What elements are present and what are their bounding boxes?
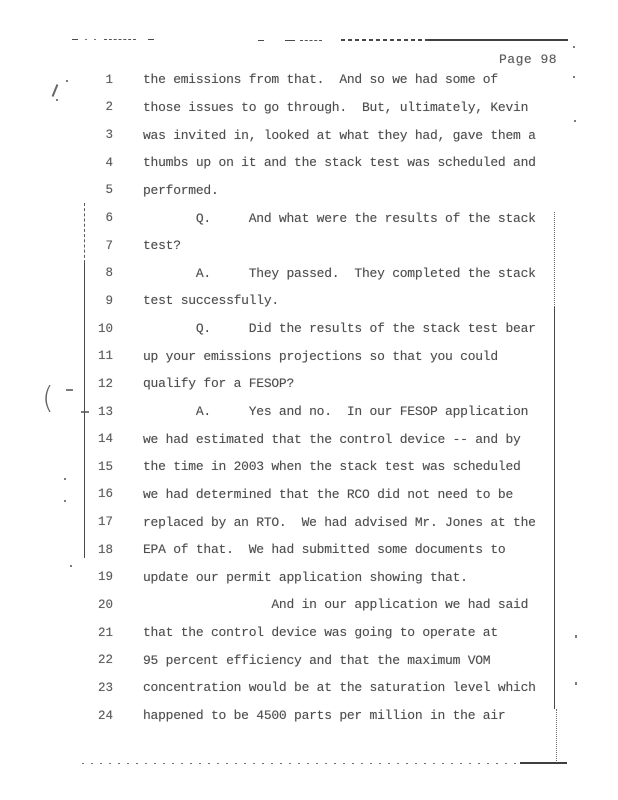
line-number: 18 [97, 542, 113, 557]
line-text: those issues to go through. But, ultimately, Kevin [143, 99, 529, 115]
transcript-line [97, 481, 567, 509]
transcript-line [97, 619, 567, 647]
line-text: A. Yes and no. In our FESOP application [143, 404, 529, 419]
transcript-line [97, 702, 567, 730]
transcript-line [97, 508, 567, 536]
scan-speck [70, 565, 72, 567]
line-text: test successfully. [143, 293, 279, 309]
transcript-line [97, 287, 567, 315]
line-text: EPA of that. We had submitted some documents to [143, 542, 506, 558]
line-text: happened to be 4500 parts per million in the air [143, 708, 506, 724]
line-number: 9 [105, 293, 113, 308]
transcript-line [97, 453, 567, 481]
scan-speck [575, 682, 577, 685]
line-text: we had estimated that the control device -- and by [143, 431, 521, 447]
line-number: 1 [105, 72, 113, 87]
line-text: thumbs up on it and the stack test was scheduled and [143, 155, 536, 171]
line-text: that the control device was going to operate at [143, 625, 498, 641]
transcript-line [97, 536, 567, 564]
scan-speck [575, 635, 577, 638]
handwritten-paren-mark: ( [42, 381, 54, 416]
line-text: the emissions from that. And so we had some of [143, 72, 498, 88]
bottom-rule-segment [520, 762, 567, 764]
top-rule-segment [148, 39, 154, 40]
transcript-line [97, 315, 567, 343]
line-text: 95 percent efficiency and that the maximum VOM [143, 652, 491, 668]
line-text: replaced by an RTO. We had advised Mr. Jones at the [143, 514, 536, 530]
transcript-line [97, 149, 567, 177]
top-rule-segment [300, 40, 322, 41]
line-number: 8 [105, 266, 113, 281]
line-number: 15 [97, 459, 113, 474]
line-text: we had determined that the RCO did not need to be [143, 486, 514, 502]
transcript-line [97, 259, 567, 287]
scan-speck [573, 46, 575, 48]
transcript-line [97, 564, 567, 592]
line-number: 24 [97, 708, 113, 723]
line-text: concentration would be at the saturation level which [143, 680, 536, 696]
top-rule-segment [72, 39, 78, 40]
transcript-line [97, 121, 567, 149]
line-text: up your emissions projections so that you could [143, 348, 498, 364]
line-text: the time in 2003 when the stack test was scheduled [143, 459, 521, 475]
transcript-lines [97, 66, 567, 729]
top-rule-segment [429, 39, 568, 41]
line-number: 17 [97, 515, 113, 530]
line-number: 13 [97, 404, 113, 419]
transcript-line [97, 674, 567, 702]
line-number: 16 [97, 487, 113, 502]
line-text: A. They passed. They completed the stack [143, 265, 536, 281]
transcript-line [97, 398, 567, 426]
transcript-line [97, 370, 567, 398]
line-number: 5 [105, 183, 113, 198]
scan-speck [573, 76, 575, 78]
handwritten-dash-mark [81, 411, 89, 413]
handwritten-dash-mark [66, 389, 73, 391]
transcript-line [97, 66, 567, 94]
page-number: Page 98 [499, 52, 558, 67]
line-text: And in our application we had said [143, 597, 529, 613]
transcript-line [97, 177, 567, 205]
left-border-line-dashed [84, 203, 85, 263]
transcript-line [97, 646, 567, 674]
top-rule-segment [341, 39, 429, 41]
line-text: Q. And what were the results of the stack [143, 210, 536, 226]
top-rule-segment [285, 40, 295, 41]
line-number: 21 [97, 625, 113, 640]
line-number: 11 [97, 349, 113, 364]
scan-speck [64, 500, 66, 502]
line-number: 6 [105, 211, 113, 226]
line-number: 2 [105, 100, 113, 115]
line-text: performed. [143, 182, 219, 198]
line-text: qualify for a FESOP? [143, 376, 295, 392]
line-text: was invited in, looked at what they had, gave them a [143, 127, 536, 143]
transcript-line [97, 425, 567, 453]
line-text: test? [143, 238, 181, 254]
line-number: 10 [97, 321, 113, 336]
transcript-line [97, 94, 567, 122]
line-number: 20 [97, 597, 113, 612]
line-number: 12 [97, 376, 113, 391]
handwritten-slash-mark [52, 84, 59, 97]
line-number: 4 [105, 155, 113, 170]
top-rule-segment [85, 39, 101, 40]
transcript-line [97, 232, 567, 260]
line-number: 22 [97, 653, 113, 668]
line-number: 3 [105, 128, 113, 143]
line-number: 14 [97, 432, 113, 447]
scan-speck [574, 120, 576, 122]
line-number: 23 [97, 680, 113, 695]
line-text: Q. Did the results of the stack test bear [143, 321, 536, 337]
scan-speck [56, 99, 58, 101]
line-number: 19 [97, 570, 113, 585]
transcript-line [97, 204, 567, 232]
scan-speck [64, 478, 66, 480]
transcript-line [97, 342, 567, 370]
scan-speck [66, 80, 68, 82]
line-number: 7 [105, 238, 113, 253]
line-text: update our permit application showing that. [143, 569, 468, 585]
top-rule-segment [258, 40, 264, 41]
transcript-line [97, 591, 567, 619]
top-rule-segment [104, 39, 136, 40]
bottom-rule-segment [82, 763, 560, 764]
